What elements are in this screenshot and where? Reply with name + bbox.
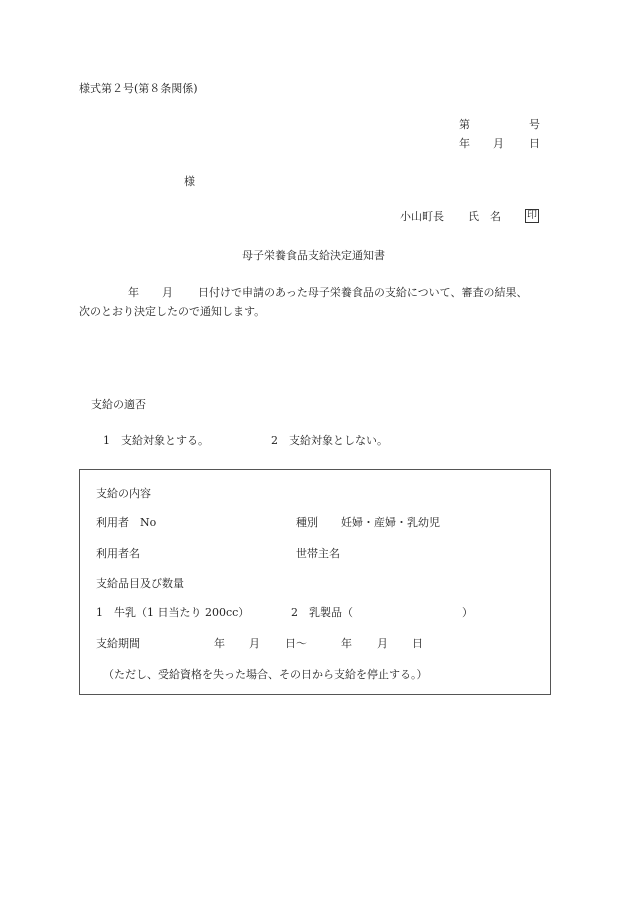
- issuer-title: 小山町長: [400, 210, 444, 223]
- document-title: 母子栄養食品支給決定通知書: [242, 249, 385, 262]
- suspension-note: （ただし、受給資格を失った場合、その日から支給を停止する。）: [103, 668, 428, 681]
- category-options: 妊婦・産婦・乳幼児: [341, 516, 440, 529]
- body-month: 月: [162, 286, 173, 299]
- item-milk: 1 牛乳（1 日当たり 200cc）: [96, 606, 250, 619]
- addressee-honorific: 様: [184, 175, 195, 188]
- doc-number-prefix: 第: [459, 118, 470, 131]
- details-heading: 支給の内容: [96, 487, 151, 500]
- period-to-year: 年: [341, 637, 352, 650]
- approval-option-1: 1 支給対象とする。: [103, 434, 209, 447]
- date-year: 年: [459, 137, 470, 150]
- seal-mark: 印: [527, 210, 537, 221]
- user-no-label: 利用者 No: [96, 516, 157, 529]
- items-heading: 支給品目及び数量: [96, 577, 184, 590]
- period-from-year: 年: [214, 637, 225, 650]
- body-line-2: 次のとおり決定したので通知します。: [79, 305, 266, 318]
- form-number: 様式第２号(第８条関係): [79, 82, 198, 95]
- item-dairy-close: ）: [462, 606, 473, 619]
- doc-number-suffix: 号: [529, 118, 540, 131]
- period-to-day: 日: [412, 637, 423, 650]
- approval-heading: 支給の適否: [91, 398, 146, 411]
- date-month: 月: [493, 137, 504, 150]
- period-label: 支給期間: [96, 637, 140, 650]
- issuer-name-label: 氏 名: [468, 210, 501, 223]
- date-day: 日: [529, 137, 540, 150]
- period-from-month: 月: [249, 637, 260, 650]
- item-dairy: 2 乳製品（: [291, 606, 353, 619]
- period-from-day: 日〜: [285, 637, 307, 650]
- user-name-label: 利用者名: [96, 547, 140, 560]
- period-to-month: 月: [377, 637, 388, 650]
- approval-option-2: 2 支給対象としない。: [271, 434, 388, 447]
- body-year: 年: [128, 286, 139, 299]
- body-line-1: 日付けで申請のあった母子栄養食品の支給について、審査の結果、: [198, 286, 528, 299]
- household-head-label: 世帯主名: [296, 547, 340, 560]
- category-label: 種別: [296, 516, 318, 529]
